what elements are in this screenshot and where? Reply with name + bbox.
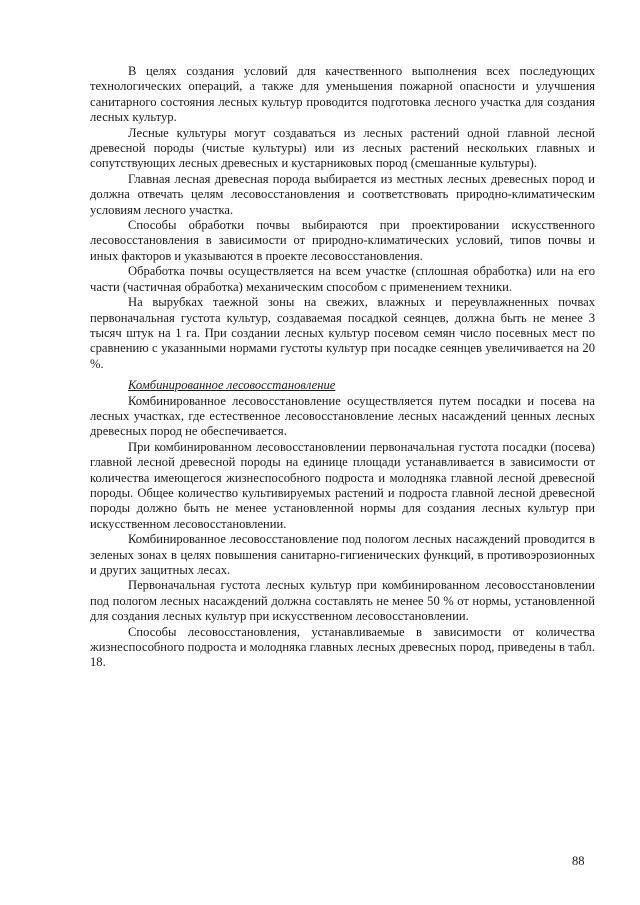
paragraph: Способы лесовосстановления, устанавливаемые в зависимости от количества жизнеспособного подроста и молодняка главных лесных древесных пород, приведены в табл. 18.	[90, 624, 595, 670]
paragraph: Способы обработки почвы выбираются при проектировании искусственного лесовосстановления в зависимости от природно-климатических условий, типов почвы и иных факторов и указываются в проекте лесовосстановления.	[90, 218, 595, 263]
paragraph: На вырубках таежной зоны на свежих, влажных и переувлажненных почвах первоначальная густота культур, создаваемая посадкой сеянцев, должна быть не менее 3 тысяч штук на 1 га. При создании лесных культур посевом семян число посевных мест по сравнению с указанными нормами густоты культур при посадке сеянцев увеличивается на 20 %.	[90, 295, 595, 371]
paragraph: Первоначальная густота лесных культур при комбинированном лесовосстановлении под пологом лесных насаждений должна составлять не менее 50 % от нормы, установленной для создания лесных культур при искусственном лесовосстановлении.	[90, 578, 595, 624]
page-number: 88	[572, 854, 585, 868]
paragraph: Обработка почвы осуществляется на всем участке (сплошная обработка) или на его части (частичная обработка) механическим способом с применением техники.	[90, 264, 595, 294]
paragraph: Лесные культуры могут создаваться из лесных растений одной главной лесной древесной породы (чистые культуры) или из лесных растений нескольких главных и сопутствующих лесных древесных и кустарниковых пород (смешанные культуры).	[90, 125, 595, 171]
paragraph: Главная лесная древесная порода выбирается из местных лесных древесных пород и должна отвечать целям лесовосстановления и соответствовать природно-климатическим условиям лесного участка.	[90, 171, 595, 217]
paragraph: При комбинированном лесовосстановлении первоначальная густота посадки (посева) главной лесной древесной породы на единице площади устанавливается в зависимости от количества имеющегося жизнеспособного подроста и молодняка главной лесной древесной породы. Общее количество культивируемых растений и подроста главной лесной древесной породы должно быть не менее установленной нормы для создания лесных культур при искусственном лесовосстановлении.	[90, 439, 595, 531]
paragraph: Комбинированное лесовосстановление под пологом лесных насаждений проводится в зеленых зонах в целях повышения санитарно-гигиенических функций, в противоэрозионных и других защитных лесах.	[90, 532, 595, 577]
paragraph: Комбинированное лесовосстановление осуществляется путем посадки и посева на лесных участках, где естественное лесовосстановление лесных насаждений ценных лесных древесных пород не обеспечивается.	[90, 393, 595, 439]
paragraph: В целях создания условий для качественного выполнения всех последующих технологических операций, а также для уменьшения пожарной опасности и улучшения санитарного состояния лесных культур проводится подготовка лесного участка для создания лесных культур.	[90, 64, 595, 125]
section-heading: Комбинированное лесовосстановление	[128, 378, 336, 393]
document-body	[90, 64, 595, 671]
